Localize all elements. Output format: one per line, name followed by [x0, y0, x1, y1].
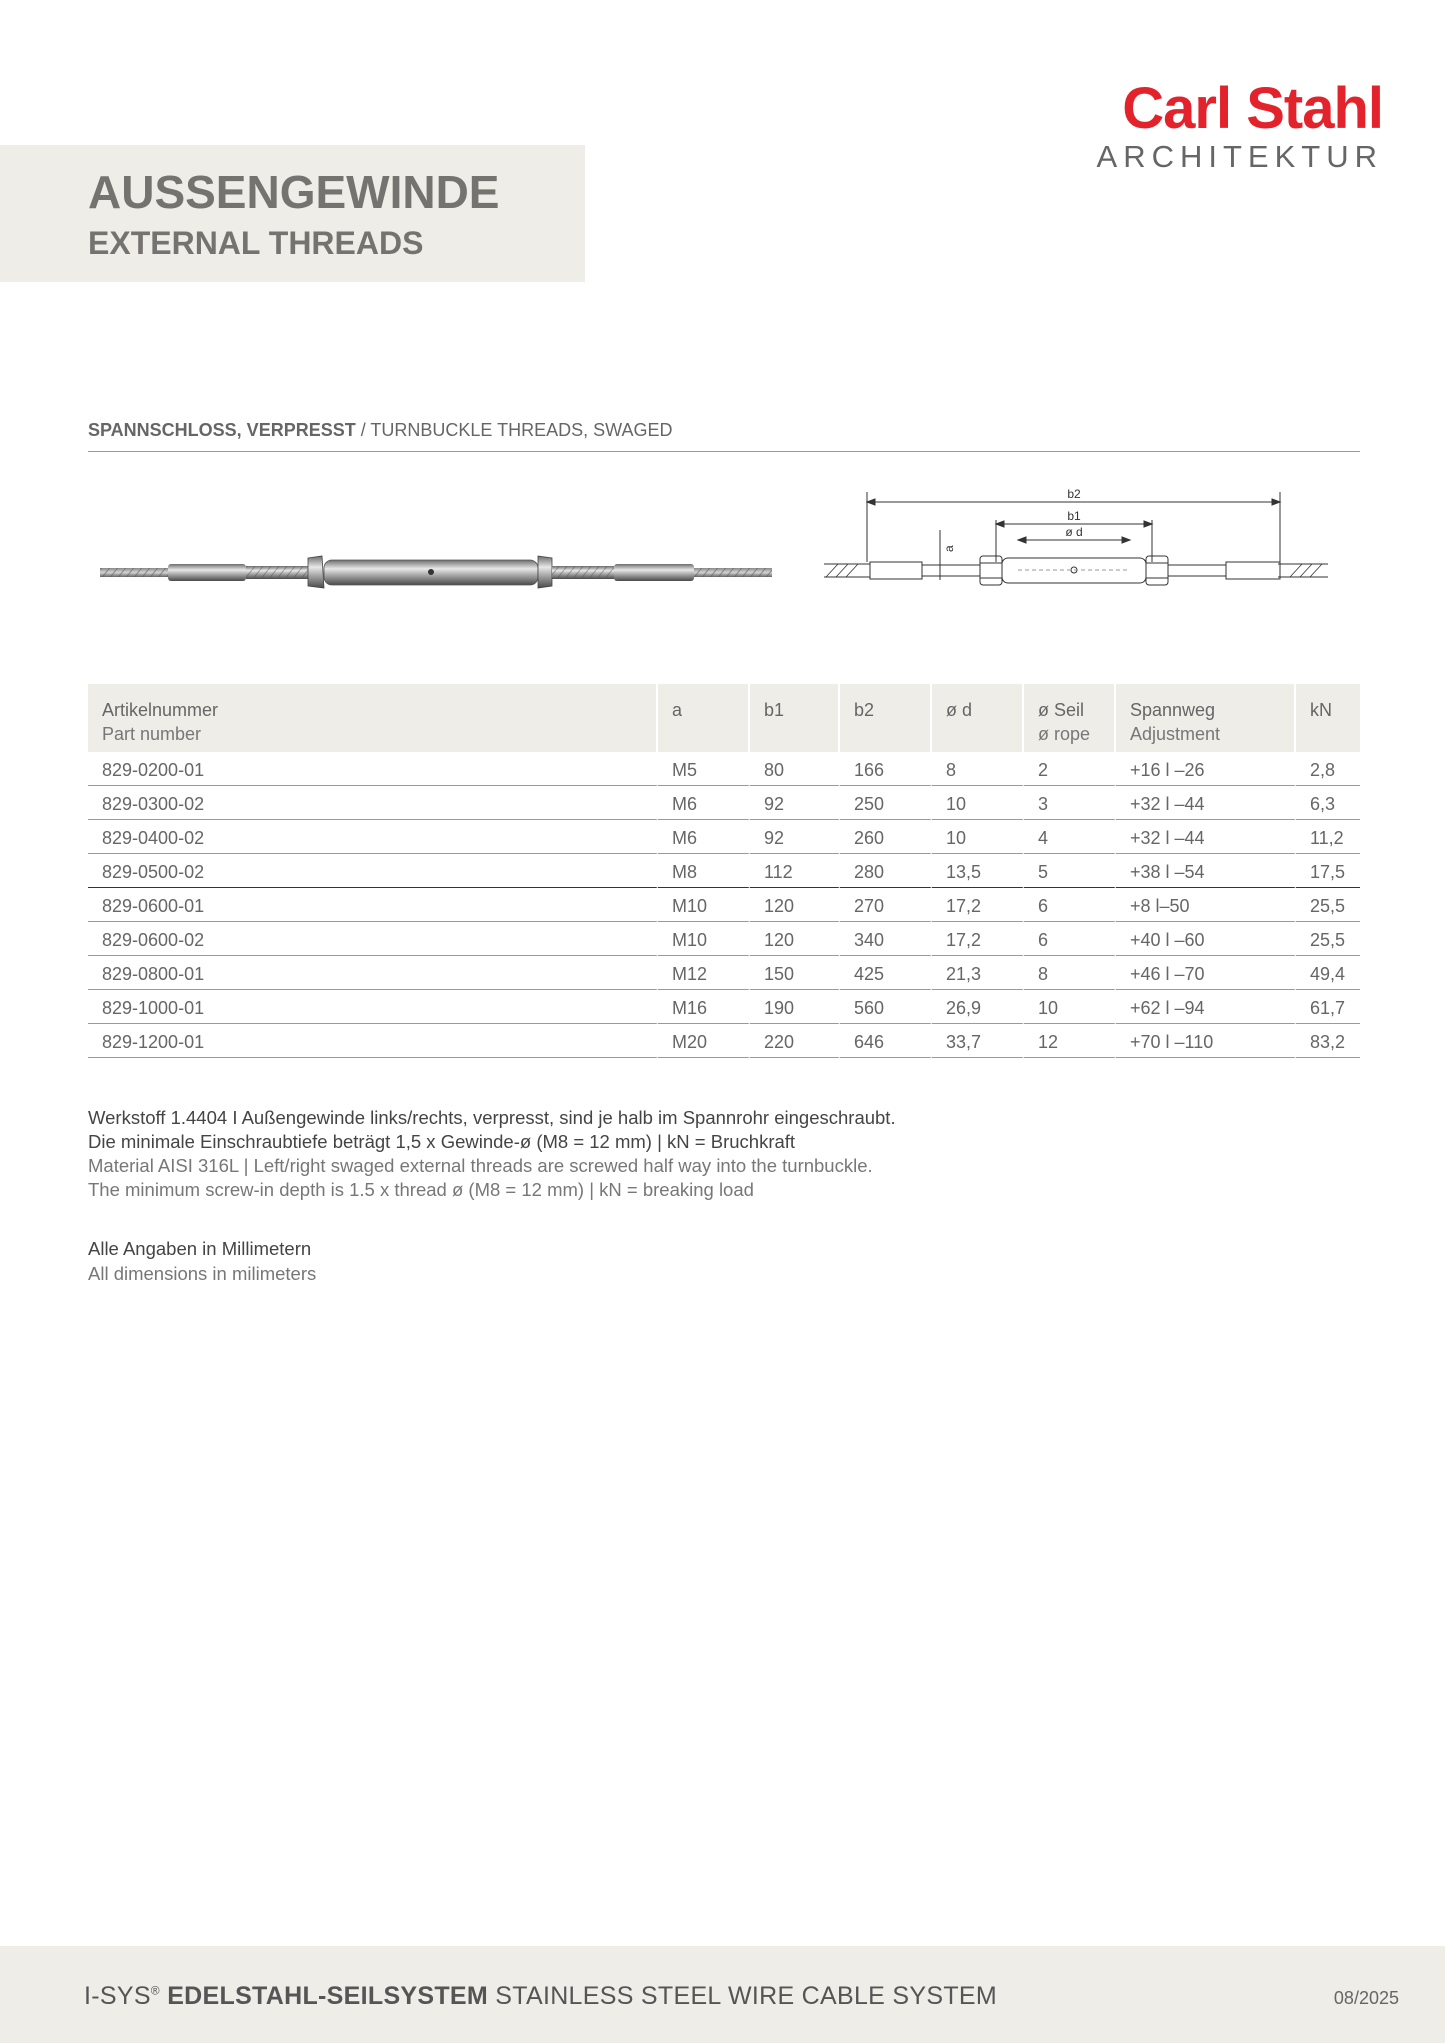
table-row: 829-1200-01 M20 220 646 33,7 12 +70 l –110 83,2: [88, 1024, 1360, 1058]
section-separator: /: [355, 420, 371, 440]
footer-product: I-SYS: [84, 1982, 151, 2010]
page-footer: [0, 1946, 1445, 2043]
page-subtitle: EXTERNAL THREADS: [88, 225, 424, 261]
units-de: Alle Angaben in Millimetern: [88, 1238, 312, 1259]
table-row: 829-0600-02 M10 120 340 17,2 6 +40 l –60 25,5: [88, 922, 1360, 956]
footer-line-en: STAINLESS STEEL WIRE CABLE SYSTEM: [495, 1982, 997, 2010]
brand-logo: [1097, 78, 1383, 174]
footer-date: 08/2025: [1333, 1988, 1399, 2008]
col-a: a: [658, 684, 750, 752]
footer-line-de: EDELSTAHL-SEILSYSTEM: [167, 1982, 489, 2010]
col-adjustment: Spannweg Adjustment: [1116, 684, 1296, 752]
label-b1: b1: [1067, 509, 1081, 523]
col-rope: ø Seil ø rope: [1024, 684, 1116, 752]
registered-mark: ®: [150, 1983, 160, 1998]
material-notes: [88, 1106, 896, 1202]
col-b1: b1: [750, 684, 840, 752]
spec-table: [88, 684, 1360, 1058]
technical-drawing: [822, 482, 1332, 608]
label-d: ø d: [1065, 525, 1083, 539]
section-divider: [88, 451, 1360, 452]
page-title: AUSSENGEWINDE: [88, 166, 500, 218]
col-part-number: Artikelnummer Part number: [88, 684, 658, 752]
footer-product-line: [84, 1982, 997, 2011]
table-row: 829-0400-02 M6 92 260 10 4 +32 l –44 11,2: [88, 820, 1360, 854]
col-kn: kN: [1296, 684, 1360, 752]
table-header-row: [88, 684, 1360, 752]
table-row: 829-0500-02 M8 112 280 13,5 5 +38 l –54 17,5: [88, 854, 1360, 888]
brand-name: Carl Stahl: [1122, 76, 1383, 141]
turnbuckle-photo: [100, 540, 772, 604]
brand-division: ARCHITEKTUR: [1096, 139, 1383, 174]
note-de-2: Die minimale Einschraubtiefe beträgt 1,5 x Gewinde-ø (M8 = 12 mm) | kN = Bruchkraft: [88, 1131, 796, 1152]
note-en-2: The minimum screw-in depth is 1.5 x thread ø (M8 = 12 mm) | kN = breaking load: [88, 1179, 754, 1200]
table-row: 829-0800-01 M12 150 425 21,3 8 +46 l –70 49,4: [88, 956, 1360, 990]
label-a: a: [942, 545, 956, 552]
col-b2: b2: [840, 684, 932, 752]
table-row: 829-1000-01 M16 190 560 26,9 10 +62 l –94 61,7: [88, 990, 1360, 1024]
label-b2: b2: [1067, 487, 1081, 501]
table-row: 829-0600-01 M10 120 270 17,2 6 +8 l–50 25,5: [88, 888, 1360, 922]
col-d: ø d: [932, 684, 1024, 752]
table-row: 829-0300-02 M6 92 250 10 3 +32 l –44 6,3: [88, 786, 1360, 820]
table-row: 829-0200-01 M5 80 166 8 2 +16 l –26 2,8: [88, 752, 1360, 786]
title-block: [0, 145, 585, 282]
units-en: All dimensions in milimeters: [88, 1263, 317, 1284]
units-note: [88, 1236, 316, 1286]
section-heading: [88, 420, 672, 441]
note-en-1: Material AISI 316L | Left/right swaged external threads are screwed half way into the turnbuckle.: [88, 1155, 873, 1176]
note-de-1: Werkstoff 1.4404 I Außengewinde links/rechts, verpresst, sind je halb im Spannrohr eingeschraubt.: [88, 1107, 896, 1128]
section-heading-en: TURNBUCKLE THREADS, SWAGED: [370, 420, 673, 440]
section-heading-de: SPANNSCHLOSS, VERPRESST: [88, 420, 356, 440]
